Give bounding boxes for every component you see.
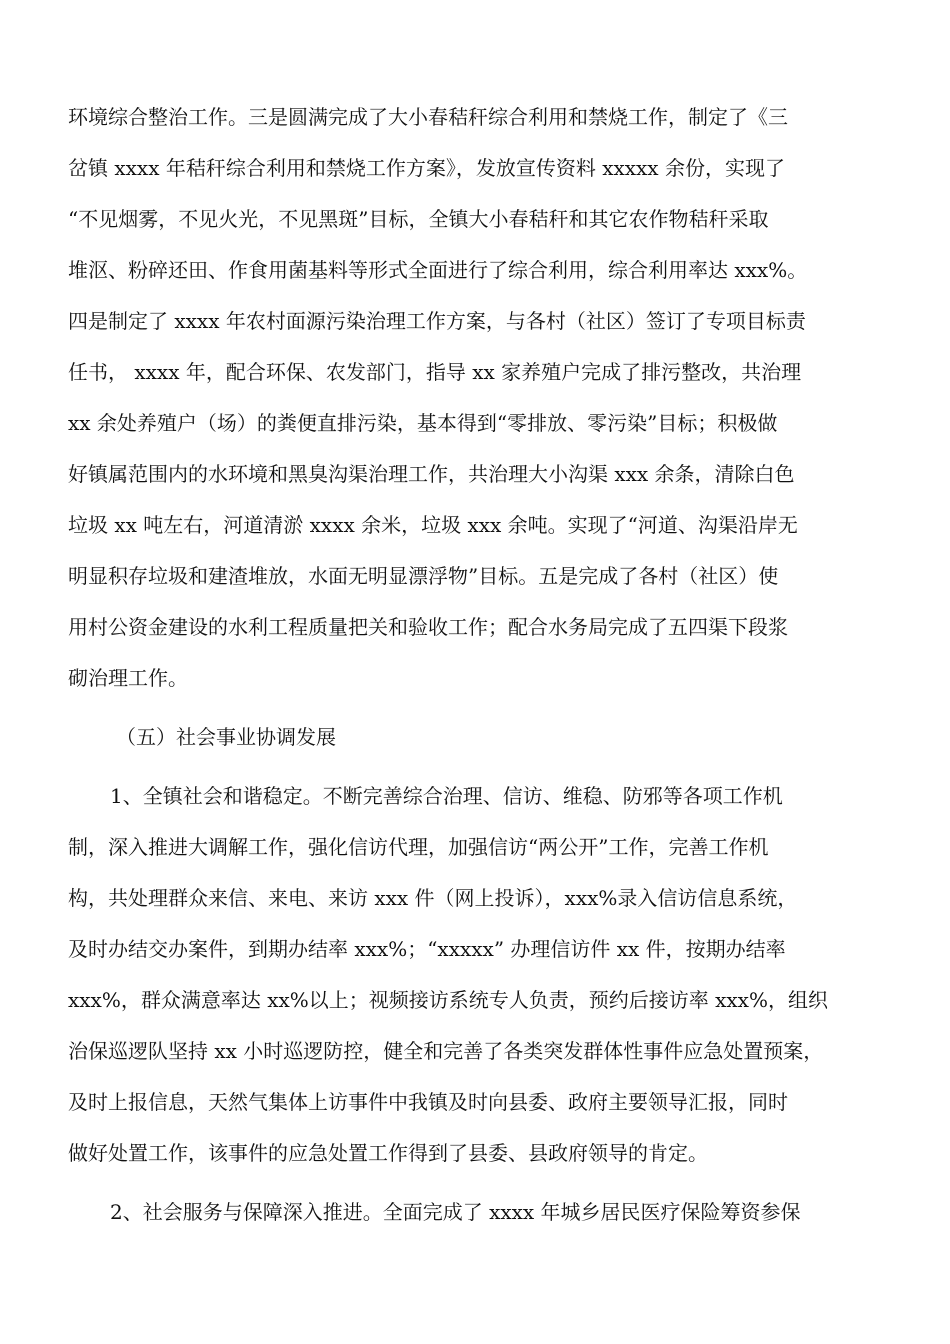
text-line: xxx%，群众满意率达 xx%以上；视频接访系统专人负责，预约后接访率 xxx%，组织 [68,988,828,1012]
text-line: 任书， xxxx 年，配合环保、农发部门，指导 xx 家养殖户完成了排污整改，共治理 [68,360,802,384]
text-line: 砌治理工作。 [68,666,188,690]
document-body [68,92,883,1238]
text-line: 四是制定了 xxxx 年农村面源污染治理工作方案，与各村（社区）签订了专项目标责 [68,309,806,333]
text-line: 及时上报信息，天然气集体上访事件中我镇及时向县委、政府主要领导汇报，同时 [68,1090,788,1114]
paragraph-social-stability [68,771,883,1179]
text-line: 构，共处理群众来信、来电、来访 xxx 件（网上投诉），xxx%录入信访信息系统， [68,886,798,910]
text-line: 好镇属范围内的水环境和黑臭沟渠治理工作，共治理大小沟渠 xxx 余条，清除白色 [68,462,795,486]
text-line: 用村公资金建设的水利工程质量把关和验收工作；配合水务局完成了五四渠下段浆 [68,615,788,639]
text-line: 2、社会服务与保障深入推进。全面完成了 xxxx 年城乡居民医疗保险筹资参保 [110,1200,801,1224]
paragraph-social-services [68,1187,883,1238]
text-line: xx 余处养殖户（场）的粪便直排污染，基本得到“零排放、零污染”目标；积极做 [68,411,778,435]
text-line: 环境综合整治工作。三是圆满完成了大小春秸秆综合利用和禁烧工作，制定了《三 [68,105,788,129]
text-line: 及时办结交办案件，到期办结率 xxx%；“xxxxx” 办理信访件 xx 件，按期办结率 [68,937,786,961]
text-line: 明显积存垃圾和建渣堆放，水面无明显漂浮物”目标。五是完成了各村（社区）使 [68,564,779,588]
text-line: 制，深入推进大调解工作，强化信访代理，加强信访“两公开”工作，完善工作机 [68,835,769,859]
text-line: 治保巡逻队坚持 xx 小时巡逻防控，健全和完善了各类突发群体性事件应急处置预案， [68,1039,824,1063]
text-line: 1、全镇社会和谐稳定。不断完善综合治理、信访、维稳、防邪等各项工作机 [110,784,783,808]
text-line: 岔镇 xxxx 年秸秆综合利用和禁烧工作方案》，发放宣传资料 xxxxx 余份，实现了 [68,156,785,180]
text-line: “不见烟雾，不见火光，不见黑斑”目标，全镇大小春秸秆和其它农作物秸秆采取 [68,207,769,231]
section-heading: （五）社会事业协调发展 [116,725,336,749]
text-line: 垃圾 xx 吨左右，河道清淤 xxxx 余米，垃圾 xxx 余吨。实现了“河道、沟渠沿岸无 [68,513,798,537]
text-line: 堆沤、粉碎还田、作食用菌基料等形式全面进行了综合利用，综合利用率达 xxx%。 [68,258,808,282]
text-line: 做好处置工作，该事件的应急处置工作得到了县委、县政府领导的肯定。 [68,1141,708,1165]
paragraph-environment [68,92,883,704]
